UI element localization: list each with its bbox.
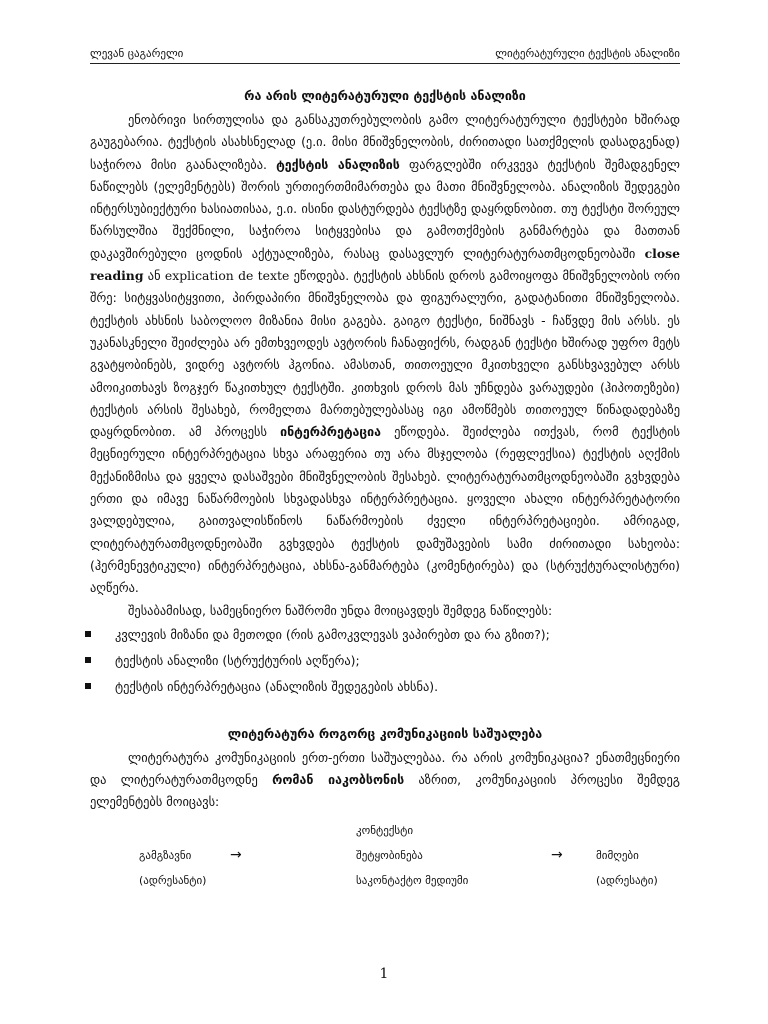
header-author: ლევან ცაგარელი <box>90 47 184 60</box>
section-communication <box>90 726 680 814</box>
section-title: რა არის ლიტერატურული ტექსტის ანალიზი <box>244 88 526 103</box>
bold-term-latin: close reading <box>90 245 680 284</box>
page-number: 1 <box>379 966 389 982</box>
diagram-contact: საკონტაქტო მედიუმი <box>356 873 469 887</box>
text-run: ენობრივი სირთულისა და განსაკუთრებულობის გამო ლიტერატურული ტექსტები ხშირად გაუგებარია. ტექსტის ასახსნელად (ე.ი. მისი მნიშვნელობის, ძირითადი სათქმელის დასადგენად) საჭიროა მისი გაანალიზება. <box>90 112 680 172</box>
paragraph-communication <box>90 747 680 814</box>
text-run: ეწოდება. შეიძლება ითქვას, რომ ტექსტის მეცნიერული ინტერპრეტაცია სხვა არაფერია თუ არა მსჯელობა (რეფლექსია) ტექსტის აღქმის მექანიზმისა და ყველა დასაშვები მნიშვნელობის შესახებ. ლიტერატურათმცოდნეობაში გვხვდება ერთი და იმავე ნაწარმოების სხვადასხვა ინტერპრეტაცია. ყოველი ახალი ინტერპრეტატორი ვალდებულია, გაითვალისწინოს ნაწარმოების ძველი ინტერპრეტაციები. ამრიგად, ლიტერატურათმცოდნეობაში გვხვდება ტექსტის დამუშავების სამი ძირითადი სახეობა: (ჰერმენევტიკული) ინტერპრეტაცია, ახსნა-განმარტება (კომენტირება) და (სტრუქტურალისტური) აღწერა. <box>90 424 681 596</box>
bullet-list <box>90 622 680 700</box>
running-header <box>90 42 680 64</box>
diagram-message: შეტყობინება <box>356 848 423 862</box>
diagram-receiver-sub: (ადრესატი) <box>596 873 658 887</box>
diagram-context: კონტექსტი <box>356 823 414 837</box>
text-run: ან <box>143 268 165 284</box>
text-run: ეწოდება. ტექსტის ახსნის დროს გამოიყოფა მნიშვნელობის ორი შრე: სიტყვასიტყვითი, პირდაპირი მნიშვნელობა და ფიგურალური, გადატანითი მნიშვნელობა. ტექსტის ახსნის საბოლოო მიზანია მისი გაგება. გაიგო ტექსტი, ნიშნავს - ჩაწვდე მის არსს. ეს უკანასკნელი შეიძლება არ ემთხვეოდეს ავტორის ჩანაფიქრს, რადგან ტექსტი ხშირად უფრო მეტს გვატყობინებს, ვიდრე ავტორს ჰგონია. ამასთან, თითოეული მკითხველი განსხვავებულ არსს ამოიკითხავს ზოგჯერ წაკითხულ ტექსტში. კითხვის დროს მას უჩნდება ვარაუდები (ჰიპოთეზები) ტექსტის არსის შესახებ, რომელთა მართებულებასაც იგი ამოწმებს თითოეულ წინადადებაზე დაყრდნობით. ამ პროცესს <box>90 268 680 440</box>
bold-term: ინტერპრეტაცია <box>280 424 381 440</box>
text-run: ლიტერატურა კომუნიკაციის ერთ-ერთი საშუალებაა. რა არის კომუნიკაცია? ენათმეცნიერი და ლიტერატურათმცოდნე <box>90 749 680 788</box>
bold-term: ტექსტის ანალიზის <box>276 156 400 172</box>
diagram-sender-sub: (ადრესანტი) <box>139 873 207 887</box>
bullet-item: ტექსტის ინტერპრეტაცია (ანალიზის შედეგების ახსნა). <box>90 674 680 700</box>
text-run: ფარგლებში ირკვევა ტექსტის შემადგენელ ნაწილებს (ელემენტებს) შორის ურთიერთმიმართება და მათი მნიშვნელობა. ანალიზის შედეგები ინტერსუბიექტური ხასიათისაა, ე.ი. ისინი დასტურდება ტექსტზე დაყრდნობით. თუ ტექსტი შორეულ წარსულშია შექმნილი, საჭიროა სიტყვებისა და გამოთქმების განმარტება და მათთან დაკავშირებული ცოდნის აქტუალიზება, რასაც დასავლურ ლიტერატურათმცოდნეობაში <box>90 156 680 261</box>
page-content <box>90 88 680 894</box>
arrow-right-icon: → <box>551 846 563 863</box>
bullet-item: კვლევის მიზანი და მეთოდი (რის გამოკვლევას ვაპირებთ და რა გზით?); <box>90 622 680 648</box>
diagram-sender: გამგზავნი <box>139 848 192 862</box>
bullet-item: ტექსტის ანალიზი (სტრუქტურის აღწერა); <box>90 648 680 674</box>
diagram-receiver: მიმღები <box>596 848 639 862</box>
header-title: ლიტერატურული ტექსტის ანალიზი <box>495 47 680 60</box>
arrow-right-icon: → <box>230 846 242 863</box>
text-run: აზრით, კომუნიკაციის პროცესი შემდეგ ელემენტებს მოიცავს: <box>90 772 680 810</box>
latin-term: explication de texte <box>164 268 290 284</box>
paragraph-list-intro: შესაბამისად, სამეცნიერო ნაშრომი უნდა მოიცავდეს შემდეგ ნაწილებს: <box>128 602 553 618</box>
communication-diagram <box>90 824 680 894</box>
section-title: ლიტერატურა როგორც კომუნიკაციის საშუალება <box>227 725 543 741</box>
paragraph-intro <box>90 109 680 600</box>
bold-term: რომან იაკობსონის <box>272 772 405 788</box>
